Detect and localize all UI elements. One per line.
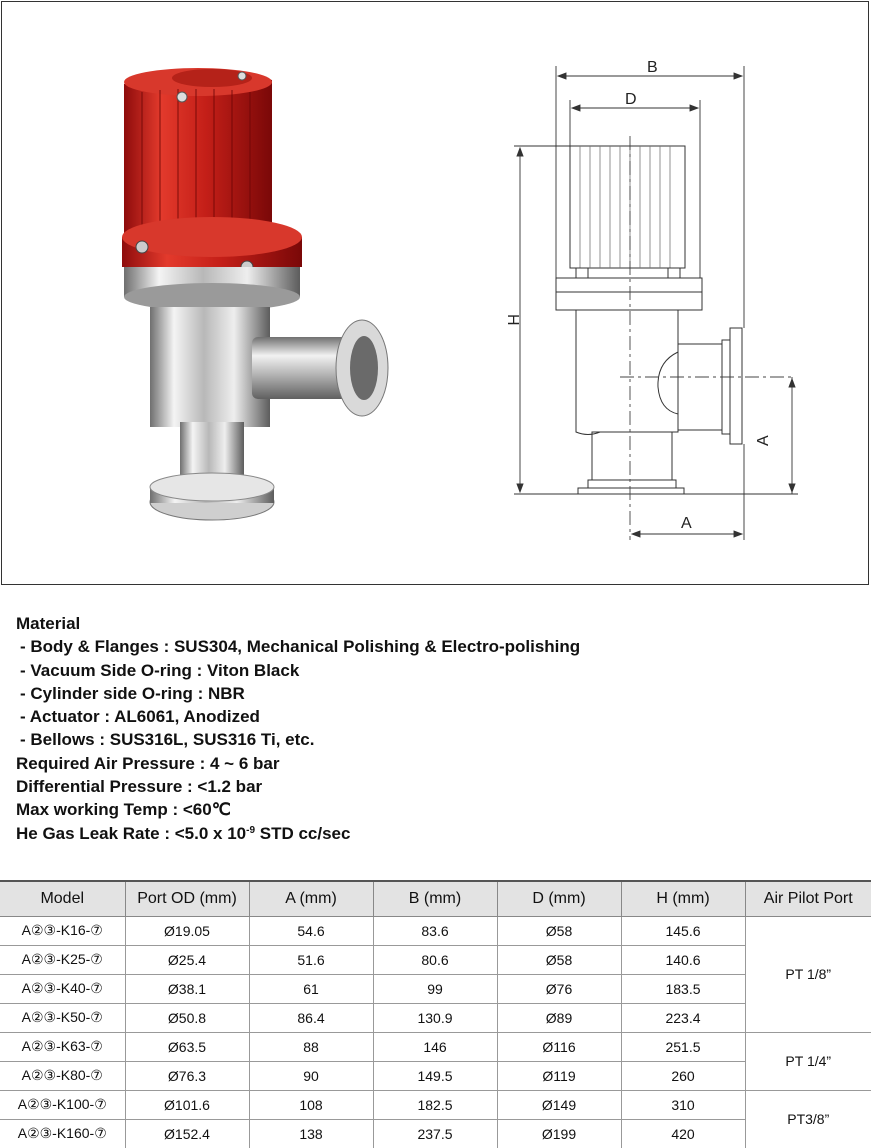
table-header-row	[0, 881, 871, 916]
header-d: D (mm)	[497, 881, 621, 916]
cell-a: 54.6	[249, 916, 373, 945]
cell-model: A②③-K50-⑦	[0, 1003, 125, 1032]
cell-d: Ø199	[497, 1119, 621, 1148]
cell-h: 140.6	[621, 945, 745, 974]
cell-a: 61	[249, 974, 373, 1003]
cell-h: 260	[621, 1061, 745, 1090]
cell-port-od: Ø50.8	[125, 1003, 249, 1032]
product-figure-panel	[1, 1, 869, 585]
dimension-label-d: D	[625, 91, 637, 108]
spec-line: - Body & Flanges : SUS304, Mechanical Polishing & Electro-polishing	[20, 637, 581, 657]
cell-b: 146	[373, 1032, 497, 1061]
cell-h: 183.5	[621, 974, 745, 1003]
cell-a: 88	[249, 1032, 373, 1061]
cell-d: Ø58	[497, 945, 621, 974]
cell-port-od: Ø25.4	[125, 945, 249, 974]
cell-h: 223.4	[621, 1003, 745, 1032]
cell-b: 99	[373, 974, 497, 1003]
table-row	[0, 1061, 871, 1090]
header-air-pilot-port: Air Pilot Port	[745, 881, 871, 916]
header-b: B (mm)	[373, 881, 497, 916]
cell-b: 83.6	[373, 916, 497, 945]
spec-line: Max working Temp : <60℃	[16, 800, 231, 820]
cell-model: A②③-K160-⑦	[0, 1119, 125, 1148]
cell-b: 182.5	[373, 1090, 497, 1119]
cell-air-pilot-port: PT 1/8”	[745, 916, 871, 1032]
dimension-label-b: B	[647, 59, 658, 76]
cell-d: Ø116	[497, 1032, 621, 1061]
cell-a: 138	[249, 1119, 373, 1148]
cell-air-pilot-port: PT 1/4”	[745, 1032, 871, 1090]
cell-port-od: Ø76.3	[125, 1061, 249, 1090]
header-h: H (mm)	[621, 881, 745, 916]
dimension-label-h: H	[504, 314, 521, 326]
cell-model: A②③-K63-⑦	[0, 1032, 125, 1061]
table-row	[0, 945, 871, 974]
cell-d: Ø58	[497, 916, 621, 945]
spec-line: - Bellows : SUS316L, SUS316 Ti, etc.	[20, 730, 315, 750]
dimension-label-a-horizontal: A	[681, 515, 692, 532]
cell-port-od: Ø63.5	[125, 1032, 249, 1061]
cell-a: 108	[249, 1090, 373, 1119]
table-row	[0, 1032, 871, 1061]
header-port-od: Port OD (mm)	[125, 881, 249, 916]
spec-line: - Actuator : AL6061, Anodized	[20, 707, 260, 727]
spec-line: Differential Pressure : <1.2 bar	[16, 777, 263, 797]
table-row	[0, 1003, 871, 1032]
cell-model: A②③-K25-⑦	[0, 945, 125, 974]
specs-heading: Material	[16, 614, 81, 633]
spec-line: Required Air Pressure : 4 ~ 6 bar	[16, 753, 280, 773]
cell-b: 237.5	[373, 1119, 497, 1148]
header-model: Model	[0, 881, 125, 916]
cell-model: A②③-K16-⑦	[0, 916, 125, 945]
dimension-drawing	[492, 52, 822, 552]
cell-d: Ø149	[497, 1090, 621, 1119]
cell-b: 80.6	[373, 945, 497, 974]
cell-h: 420	[621, 1119, 745, 1148]
cell-model: A②③-K100-⑦	[0, 1090, 125, 1119]
material-specifications	[16, 612, 716, 845]
spec-line-leak-rate	[16, 822, 716, 845]
cell-d: Ø119	[497, 1061, 621, 1090]
cell-port-od: Ø19.05	[125, 916, 249, 945]
cell-h: 251.5	[621, 1032, 745, 1061]
cell-b: 130.9	[373, 1003, 497, 1032]
cell-port-od: Ø38.1	[125, 974, 249, 1003]
header-a: A (mm)	[249, 881, 373, 916]
table-row	[0, 974, 871, 1003]
cell-model: A②③-K40-⑦	[0, 974, 125, 1003]
leak-rate-prefix: He Gas Leak Rate : <5.0 x 10	[16, 823, 247, 843]
cell-h: 145.6	[621, 916, 745, 945]
cell-a: 51.6	[249, 945, 373, 974]
cell-a: 90	[249, 1061, 373, 1090]
leak-rate-suffix: STD cc/sec	[255, 823, 351, 843]
cell-d: Ø76	[497, 974, 621, 1003]
model-dimension-table	[0, 880, 871, 1148]
table-row	[0, 916, 871, 945]
spec-line: - Vacuum Side O-ring : Viton Black	[20, 660, 300, 680]
cell-model: A②③-K80-⑦	[0, 1061, 125, 1090]
cell-b: 149.5	[373, 1061, 497, 1090]
cell-port-od: Ø101.6	[125, 1090, 249, 1119]
dimension-label-a-vertical: A	[755, 435, 772, 446]
cell-port-od: Ø152.4	[125, 1119, 249, 1148]
table-row	[0, 1090, 871, 1119]
cell-air-pilot-port: PT3/8”	[745, 1090, 871, 1148]
cell-a: 86.4	[249, 1003, 373, 1032]
cell-d: Ø89	[497, 1003, 621, 1032]
spec-line: - Cylinder side O-ring : NBR	[20, 683, 245, 703]
cell-h: 310	[621, 1090, 745, 1119]
valve-product-image	[102, 62, 402, 542]
table-row	[0, 1119, 871, 1148]
leak-rate-exponent: -9	[246, 824, 256, 836]
